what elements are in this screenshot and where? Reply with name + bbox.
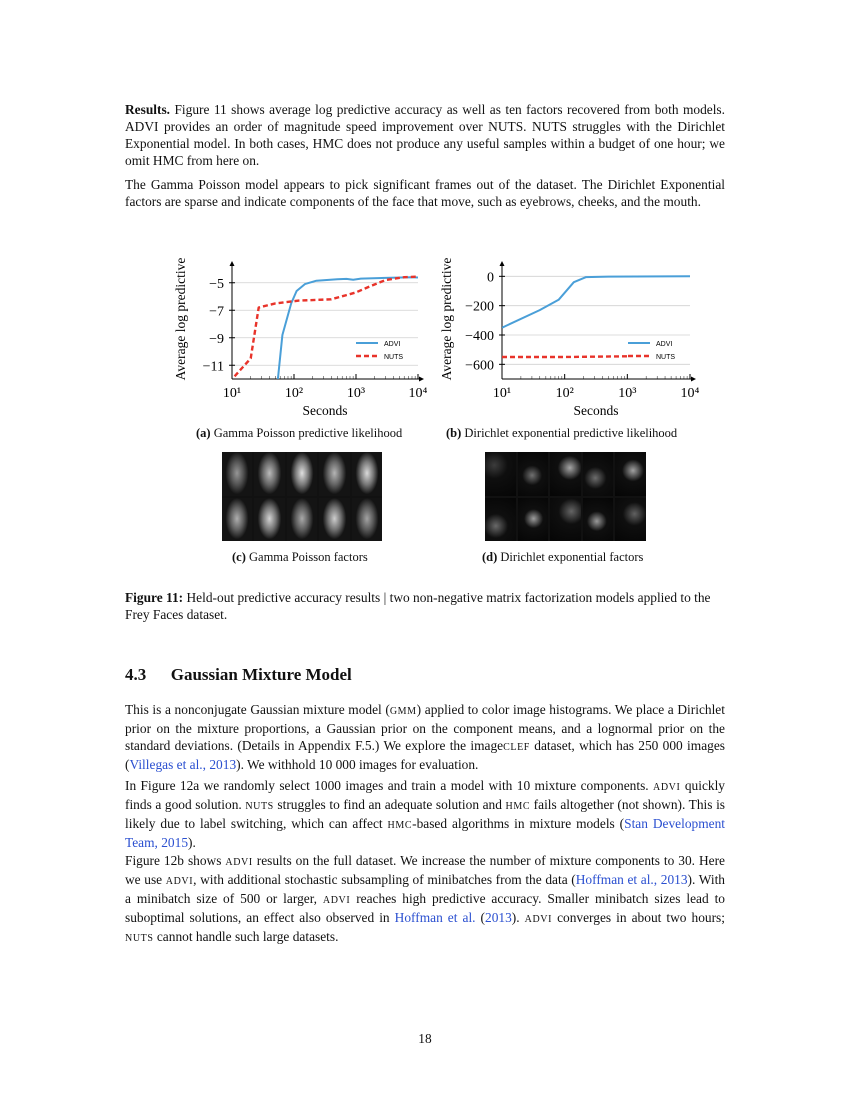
citation-link[interactable]: Hoffman et al., 2013 <box>575 872 688 887</box>
legend-label-nuts: NUTS <box>656 354 676 361</box>
y-tick-label: −5 <box>209 276 224 292</box>
subcaption-c-text: Gamma Poisson factors <box>249 550 368 564</box>
results-paragraph <box>125 101 725 169</box>
results-text: Figure 11 shows average log predictive accuracy as well as ten factors recovered from both models. ADVI provides an order of magnitude speed improvement over NUTS. NUTS struggles with the Dirichlet Exponential model. In both cases, HMC does not produce any useful samples within a budget of one hour; we omit HMC from here on. <box>125 102 725 168</box>
face-factor-tile <box>287 498 317 542</box>
face-factor-tile <box>485 498 516 542</box>
subcaption-c <box>232 550 368 565</box>
section-number: 4.3 <box>125 665 147 684</box>
y-tick-label: −11 <box>202 359 224 375</box>
text: ) applied to color image histograms. We place a Dirichlet prior on the mixture proportions, a Gaussian prior on the component means, and a lognormal prior on the standard deviations. (Details in Appendix F.5.) We explore the image <box>125 702 725 753</box>
x-tick-label: 10⁴ <box>408 386 428 401</box>
face-factor-tile <box>615 452 646 496</box>
dirichlet-exponential-factors-image <box>485 452 646 541</box>
chart-a-svg <box>170 258 440 423</box>
subcaption-b-text: Dirichlet exponential predictive likelihood <box>464 426 678 440</box>
gamma-poisson-factors-image <box>222 452 382 541</box>
face-factor-tile <box>222 498 252 542</box>
text: , with additional stochastic subsampling of minibatches from the data ( <box>193 872 576 887</box>
text: ( <box>475 910 486 925</box>
legend-label-nuts: NUTS <box>384 354 404 361</box>
gamma-poisson-paragraph: The Gamma Poisson model appears to pick significant frames out of the dataset. The Dirichlet Exponential factors are sparse and indicate components of the face that move, such as eyebrows, cheeks, and the mouth. <box>125 177 725 209</box>
section-title: Gaussian Mixture Model <box>170 665 352 684</box>
y-axis-label: Average log predictive <box>173 257 188 381</box>
face-factor-tile <box>352 452 382 496</box>
subcaption-b <box>446 426 677 441</box>
smallcaps: ADVI <box>322 895 351 906</box>
smallcaps: HMC <box>505 801 531 812</box>
legend-label-advi: ADVI <box>656 341 673 348</box>
smallcaps: ADVI <box>225 857 253 868</box>
y-tick-label: −7 <box>209 304 224 320</box>
y-tick-label: −600 <box>465 358 494 374</box>
series-group <box>235 277 418 379</box>
face-factor-tile <box>550 452 581 496</box>
face-factor-tile <box>319 498 349 542</box>
citation-link[interactable]: Hoffman et al. <box>394 910 476 925</box>
chart-dirichlet-exponential <box>436 258 711 423</box>
text: fails altogether (not shown). This is likely due to label switching, which can affect <box>125 797 726 831</box>
face-factor-tile <box>615 498 646 542</box>
subcaption-c-label: (c) <box>232 550 246 564</box>
series-line-advi <box>502 276 690 327</box>
face-factor-tile <box>583 452 614 496</box>
legend-label-advi: ADVI <box>384 341 401 348</box>
text: results on the full dataset. We increase the number of mixture components to 30. Here we use <box>125 853 725 887</box>
x-tick-label: 10⁴ <box>680 386 700 401</box>
face-factor-tile <box>254 498 284 542</box>
subcaption-d-text: Dirichlet exponential factors <box>500 550 644 564</box>
face-factor-tile <box>485 452 516 496</box>
smallcaps: GMM <box>389 706 417 717</box>
text: reaches high predictive accuracy. Smaller minibatch sizes lead to suboptimal solutions, an effect also observed in <box>125 891 725 925</box>
chart-b-svg <box>436 258 711 423</box>
subcaption-d-label: (d) <box>482 550 498 564</box>
text: This is a nonconjugate Gaussian mixture model ( <box>125 702 390 717</box>
smallcaps: CLEF <box>503 742 530 753</box>
smallcaps: ADVI <box>165 876 194 887</box>
figure-caption-label: Figure 11: <box>125 590 184 605</box>
text: converges in about two hours; <box>552 910 725 925</box>
smallcaps: HMC <box>387 820 413 831</box>
face-factor-tile <box>550 498 581 542</box>
x-tick-label: 10¹ <box>222 386 242 401</box>
figure-caption-text: Held-out predictive accuracy results | two non-negative matrix factorization models applied to the Frey Faces dataset. <box>125 590 711 622</box>
y-tick-label: −400 <box>465 329 494 344</box>
text: ). We withhold 10 000 images for evaluation. <box>236 757 479 772</box>
smallcaps: NUTS <box>125 933 154 944</box>
figure-caption <box>125 589 725 623</box>
section-heading <box>125 665 352 685</box>
face-factor-tile <box>287 452 317 496</box>
x-axis-arrow <box>419 377 424 382</box>
series-line-nuts <box>235 277 418 377</box>
subcaption-a-label: (a) <box>196 426 211 440</box>
text: Figure 12b shows <box>125 853 226 868</box>
x-axis-label: Seconds <box>302 403 348 418</box>
subcaption-b-label: (b) <box>446 426 462 440</box>
x-tick-label: 10² <box>555 386 574 401</box>
face-factor-tile <box>222 452 252 496</box>
x-tick-label: 10¹ <box>492 386 512 401</box>
y-tick-label: −200 <box>465 299 494 315</box>
text: ). With a minibatch size of 500 or larger, <box>125 872 725 906</box>
smallcaps: NUTS <box>245 801 274 812</box>
results-label: Results. <box>125 102 171 117</box>
text: quickly finds a good solution. <box>125 778 725 812</box>
subcaption-a <box>196 426 402 441</box>
x-tick-label: 10³ <box>346 386 366 401</box>
face-factor-tile <box>583 498 614 542</box>
series-line-nuts <box>502 356 627 357</box>
y-axis-arrow <box>500 261 505 266</box>
face-factor-tile <box>518 452 549 496</box>
text: In Figure 12a we randomly select 1000 images and train a model with 10 mixture components. <box>125 778 654 793</box>
text: dataset, which has 250 000 images ( <box>125 738 725 772</box>
gmm-paragraph-2 <box>125 777 725 851</box>
subcaption-d <box>482 550 643 565</box>
y-tick-label: 0 <box>487 270 494 286</box>
page-number: 18 <box>418 1031 432 1046</box>
citation-link[interactable]: 2013 <box>485 910 512 925</box>
text: -based algorithms in mixture models ( <box>412 816 625 831</box>
face-factor-tile <box>352 498 382 542</box>
text: ). <box>511 910 525 925</box>
x-tick-label: 10² <box>284 386 304 401</box>
gmm-paragraph-3 <box>125 852 725 947</box>
smallcaps: ADVI <box>524 914 553 925</box>
subcaption-a-text: Gamma Poisson predictive likelihood <box>213 426 403 440</box>
x-axis-arrow <box>691 377 696 382</box>
face-factor-tile <box>319 452 349 496</box>
face-factor-tile <box>254 452 284 496</box>
face-factor-tile <box>518 498 549 542</box>
y-axis-arrow <box>230 261 235 266</box>
text: cannot handle such large datasets. <box>153 929 339 944</box>
citation-link[interactable]: Stan Development Team, 2015 <box>125 816 725 850</box>
gmm-paragraph-1 <box>125 701 725 773</box>
text: ). <box>188 835 196 850</box>
citation-link[interactable]: Villegas et al., 2013 <box>129 757 237 772</box>
text: struggles to find an adequate solution and <box>273 797 506 812</box>
chart-gamma-poisson <box>170 258 440 423</box>
series-line-advi <box>278 277 418 379</box>
x-tick-label: 10³ <box>618 386 637 401</box>
y-tick-label: −9 <box>209 331 224 347</box>
x-axis-label: Seconds <box>573 403 619 418</box>
smallcaps: ADVI <box>653 782 681 793</box>
y-axis-label: Average log predictive <box>439 257 454 381</box>
